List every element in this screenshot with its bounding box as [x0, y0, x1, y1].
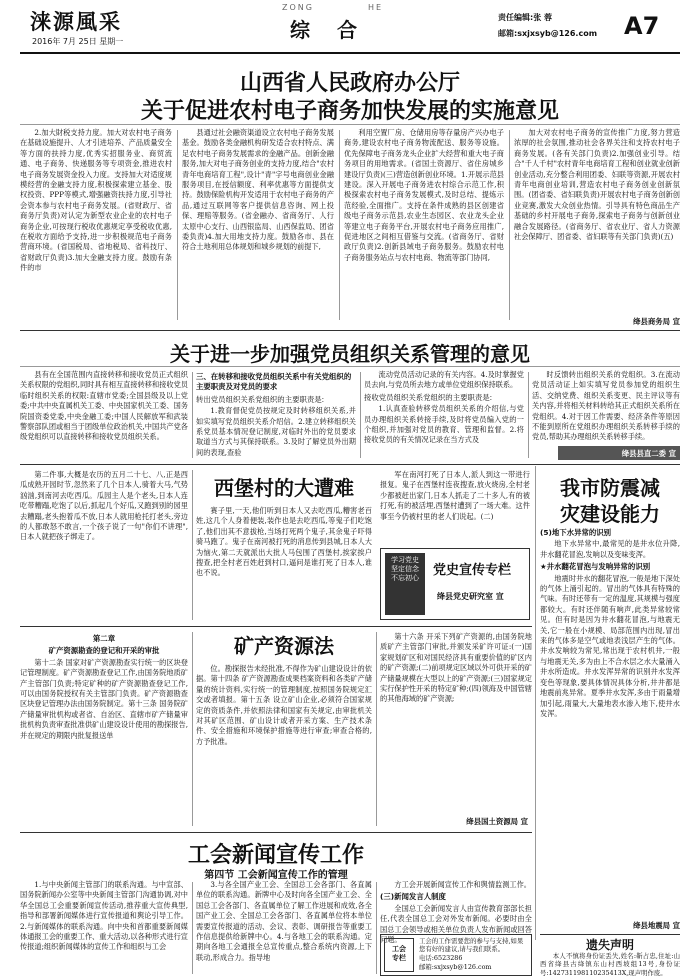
lost-notice-body: 本人不慎将身份证丢失,姓名:靳占忠,住址:山西省绛县古绛镇东山村西坡组13号,身份证号:142731198110235413X,现声明作废。	[540, 952, 680, 977]
article4-title-line1: 我市防震减	[560, 476, 660, 500]
section-title: 综 合	[290, 18, 367, 42]
article6-col2: 3.与各全国产业工会、全国总工会各部门、各直属单位的联系沟通。新牌中心及时向各全国产业工会、全国总工会各部门、各直属单位了解工作进展和成效,各全国产业工会、全国总工会各部门、各直属单位将本单位需要宣传报道的活动、会议、表彰、调研报告等重要工作信息提供给新牌中心。4.与各地工会的联系沟通。定期向各地工会通报全总宣传重点,整合系统内资源,上下联动,形成合力。指导地	[196, 880, 372, 962]
article6-col1: 1.与中央新闻主管部门的联系沟通。与中宣部、国务院新闻办公室等中央新闻主管部门沟通协调,对中华全国总工会重要新闻宣传活动,推荐重大宣传典型,指导和部署新闻媒体进行宣传报道和舆论引导工作。2.与新闻媒体的联系沟通。向中央和首都重要新闻媒体通报工会的重要工作、重大活动,以各种形式进行宣传报道;组织新闻媒体的宣传工作和组织与工会	[20, 880, 188, 952]
article1-title-line2: 关于促进农村电子商务加快发展的实施意见	[140, 99, 559, 124]
union-box-phone: 电话:6523286	[419, 954, 463, 962]
article1-col4: 加大对农村电子商务的宣传推广力度,努力营造浓厚的社会氛围,推动社会各界关注和支持农村电子商务发展。(各有关部门负责)2.加强创业引导。结合"千人千村"农村青年电商培育工程和创业就业创新创业活动,充分整合利用团委、妇联等资源,开展农村青年电商创业培训,营造农村电子商务创业创新氛围。(团省委、省妇联负责)开展农村电子商务创新创业竞赛,激发大众创业热情。引导具有特色商品生产基础的乡村开展电子商务,探索电子商务与创新创业融合发展路径。(省商务厅、省农业厅、省人力资源社会保障厅、团省委、省妇联等有关部门负责)(五)	[514, 128, 680, 242]
article3-col3: 军在南河打死了日本人,派人到这一带进行报复。鬼子在西堡村连夜搜查,放火烧房,全村老少都被赶出家门,日本人抓走了二十多人,有的被打死,有的被活埋,西堡村遭到了一场大难。这件事至今仍被村里的老人们说起。(二)	[380, 470, 530, 521]
article2-col3: 流动党员活动记录的有关内容。4.及时掌握党员去向,与党员所去地方或单位党组织保持联系。 接收党员组织关系党组织的主要职责是: 1.认真查验转移党员组织关系的介绍信,与党员办理组织关系转接手续,及时将党员编入党的一个组织,并加强对党员的教育、管理和监督。2.将接收党员的有关情况记录在当方式及	[364, 370, 524, 445]
header	[0, 0, 700, 56]
article5-col2: 位。勘探报告未经批准,不得作为矿山建设设计的依据。第十四条 矿产资源勘查成果档案资料和各类矿产储量的统计资料,实行统一的管理制度,按照国务院规定汇交或者填报。第十五条 设立矿山企业,必须符合国家规定的资质条件,并依照法律和国家有关规定,由审批机关对其矿区范围、矿山设计或者开采方案、生产技术条件、安全措施和环境保护措施等进行审查;审查合格的,方予批准。	[196, 664, 372, 746]
masthead-logo: 涞源風采	[30, 9, 122, 34]
article3-col1: 第二件事,大概是农历的五月二十七、八,正是西瓜成熟开园时节,忽然来了几个日本人,骑着大马,气势汹汹,到南河去吃西瓜。瓜园主人是个老头,日本人连吃带糟蹋,吃饱了以后,抓起几个好瓜,又跑到别的园里去糟蹋,老头抱着瓜不放,日本人就用枪托打老头,旁边的人都敢怒不敢言,一个孩子说了一句"你们不讲理",日本人就把孩子绑走了。	[20, 470, 188, 542]
union-emblem	[384, 938, 414, 972]
party-history-ad	[380, 548, 530, 620]
editor-label: 责任编辑:张 蓉	[498, 13, 552, 22]
article5-signature: 绛县国土资源局 宣	[466, 817, 528, 826]
party-ad-emblem	[385, 553, 425, 615]
union-box-email: 邮箱:sxjxsyb@126.com	[419, 963, 492, 971]
section-pinyin-right: HE	[368, 3, 384, 12]
editor-email: 邮箱:sxjxsyb@126.com	[498, 29, 598, 38]
article2-col4: 时反馈转出组织关系的党组织。3.在流动党员活动证上如实填写党员参加党的组织生活、交纳党费、组织关系变更、民主评议等有关内容,并将相关材料转给其正式组织关系所在党组织。4.对于因工作需要、经济条件等原因不能到原所在党组织办理组织关系转移手续的党员,帮助其办理组织关系转移手续。	[532, 370, 680, 442]
union-column-box	[380, 934, 532, 976]
article1-col3: 利用空置厂房、仓储用房等存量房产兴办电子商务,建设农村电子商务物流配送、服务等设施。优先保障电子商务龙头企业扩大经营和重大电子商务项目的用地需求。(省国土资源厅、省住房城乡建设厅负责)(三)营造创新创业环境。1.开展示范县建设。深入开展电子商务进农村综合示范工作,积极探索农村电子商务发展模式,及时总结、提炼示范经验,全面推广。支持在条件成熟的县区创建省级电子商务示范县,农业生态园区、农业龙头企业等建立电子商务平台,开展农村电子商务应用推广,促进地区之间相互借鉴与交流。(省商务厅、省财政厅负责)2.创新县域电子商务服务。鼓励农村电子商务服务站点与农村电商、物流等部门协同,	[344, 128, 504, 262]
article5-col1: 第二章 矿产资源勘查的登记和开采的审批 第十二条 国家对矿产资源勘查实行统一的区块登记管理制度。矿产资源勘查登记工作,由国务院地质矿产主管部门负责;特定矿种的矿产资源勘查登记工作,可以由国务院授权有关主管部门负责。矿产资源勘查区块登记管理办法由国务院制定。第十三条 国务院矿产储量审批机构或者省、自治区、直辖市矿产储量审批机构负责审查批准供矿山建设设计使用的勘探报告,并在规定的期限内批复报送单	[20, 634, 188, 740]
union-box-text: 工会的工作需要您的参与与支持,如果您有好的建议,请与我们联系。	[419, 937, 524, 953]
article1-col2: 县通过社会融资渠道设立农村电子商务发展基金。鼓励各类金融机构研发适合农村特点、满足农村电子商务发展需求的金融产品。创新金融服务,加大对电子商务创业的支持力度,结合"农村青年电商培育工程",设计"青"字号电商创业金融服务项目,在授信额度、利率优惠等方面提供支持。鼓励保险机构开发适用于农村电子商务的产品,通过互联网等客户提供信息咨询、网上投保、理赔等服务。(省金融办、省商务厅、人行太原中心支行、山西银监局、山西保监局、团省委负责)4.加大用地支持力度。鼓励各市、县在符合土地利用总体规划和城乡规划的前提下,	[182, 128, 334, 252]
union-emblem-label-2: 专栏	[392, 954, 406, 962]
article3-title: 西堡村的大遭难	[214, 476, 354, 500]
section-pinyin-left: ZONG	[282, 3, 314, 12]
article2-col2: 三、在转移和接收党员组织关系中有关党组织的主要职责及对党员的要求 转出党员组织关系党组织的主要职责是: 1.教育督促党员按规定及时转移组织关系,并如实填写党员组织关系介绍信。2.建立转移组织关系党员基本情况登记制度,对临时外出的党员要求取道当方式与其保持联系。3.及时了解党员外出期间的表现,查验	[196, 372, 356, 457]
article4-signature: 绛县地震局 宣	[633, 921, 680, 930]
article3-col2: 赛子里,一天,他们听到日本人又去吃西瓜,糟害老百姓,这几个人身着便装,装作也是去吃西瓜,等鬼子们吃饱了,他们出其不意拔枪,当场打死两个鬼子,其余鬼子吓得骑马跑了。鬼子在南河被打死的消息传到县城,日本人大为恼火,第二天就派出大批人马包围了西堡村,挨家挨户搜查,把全村老百姓赶到村口,逼问是谁打死了日本人,谁也不说。	[196, 506, 372, 578]
lost-notice-title: 遗失声明	[585, 938, 634, 952]
page-number: A7	[624, 12, 660, 40]
article6-subtitle: 第四节 工会新闻宣传工作的管理	[204, 870, 348, 881]
article1-col1: 2.加大財税支持力度。加大对农村电子商务在基础设施提升、人才引进培养、产品质量安全等方面的扶持力度,优秀实招服务业、商贸流通、电子商务、快递服务等专项资金,推进农村电子商务发展资金投入力度。支持加大对适度规模经营的金融支持力度,积极探索建立基金、股权投资、PPP等模式,增强融资扶持力度,引导社会资本参与农村电子商务发展。(省财政厅、省商务厅负责)对认定为新型农业企业的农村电子商务企业,可按现行税收优惠规定享受税收优惠,在税收方面给予支持,进一步积极规范电子商务营商环境。(省国税局、省地税局、省科技厅、省财政厅负责)3.加大金融支持力度。鼓励有条件的市	[20, 128, 172, 273]
issue-date: 2016年 7月 25日 星期一	[32, 37, 124, 46]
article4-body: (5)地下水异常的识别 地下水异常中,最常见的是井水位升降,井水翻花冒泡,发响以及变味变浑。 ★井水翻花冒泡与发响异常的识别 地震时井水的翻花冒泡,一般是地下深处的气体上涌引起的。冒出的气体具有特殊的气味。有时还带有一定的温度,其规模与强度都较大。有时还伴随有响声,此类异常较常见。但有时是因为井水翻花冒泡,与地震无关,它一般在小规模、局部范围内出现,冒出来的气体多是空气或地表浅层产生的气体。井水发响较为常见,常出现于农村机井,一般与地震无关,多为由上不合水层之水大量涌入井水所造成。井水发浑异常的识别井水发浑变色等现象,要具体情况具体分析,井井都是地震前兆异常。夏季井水发浑,多由于雨量增加引起,雨量大,大量地表水渗入地下,使井水发浑。	[540, 528, 680, 718]
article1-rule	[20, 124, 680, 125]
article6-title: 工会新闻宣传工作	[187, 843, 364, 868]
header-rule	[20, 52, 680, 54]
article2-title: 关于进一步加强党员组织关系管理的意见	[170, 342, 530, 366]
party-ad-side-text: 学习党史 坚定信念 不忘初心	[391, 556, 419, 582]
article5-col3: 第十六条 开采下列矿产资源的,由国务院地质矿产主管部门审批,并颁发采矿许可证:(一)国家规划矿区和对国民经济具有重要价值的矿区内的矿产资源;(二)前项规定区域以外可供开采的矿产储量规模在大型以上的矿产资源;(三)国家规定实行保护性开采的特定矿种;(四)领海及中国管辖的其他海域的矿产资源;	[380, 632, 532, 704]
article6-col3: 方工会开展新闻宣传工作和舆情监测工作。 (三)新闻发言人制度 全国总工会新闻发言人由宣传教育部部长担任,代表全国总工会对外发布新闻。必要时由全国总工会领导或相关单位负责人发布新闻或回答问题。	[380, 880, 532, 945]
party-ad-signature: 绛县党史研究室 宣	[437, 592, 504, 601]
article1-title-line1: 山西省人民政府办公厅	[239, 71, 460, 96]
article4-title-line2: 灾建设能力	[560, 502, 660, 526]
article2-col1: 县有在全国范围内直接转移和接收党员正式组织关系权限的党组织,同时具有相互直接转移和接收党员临时组织关系的权限:直辖市党委;全国县级及以上党委;中共中央直属机关工委、中央国家机关工委、国务院国资委党委,中央金融工委;中国人民解放军和武装警察部队团或相当于团级单位政治机关,中国共产党各级党组织可以直接转移和接收党员组织关系。	[20, 370, 188, 442]
article1-signature: 绛县商务局 宣	[633, 317, 680, 326]
union-emblem-label-1: 工会	[392, 945, 406, 953]
article2-signature: 绛县县直二委 宣	[621, 449, 676, 458]
party-ad-title: 党史宣传专栏	[433, 563, 512, 578]
article5-title: 矿产资源法	[234, 634, 334, 658]
